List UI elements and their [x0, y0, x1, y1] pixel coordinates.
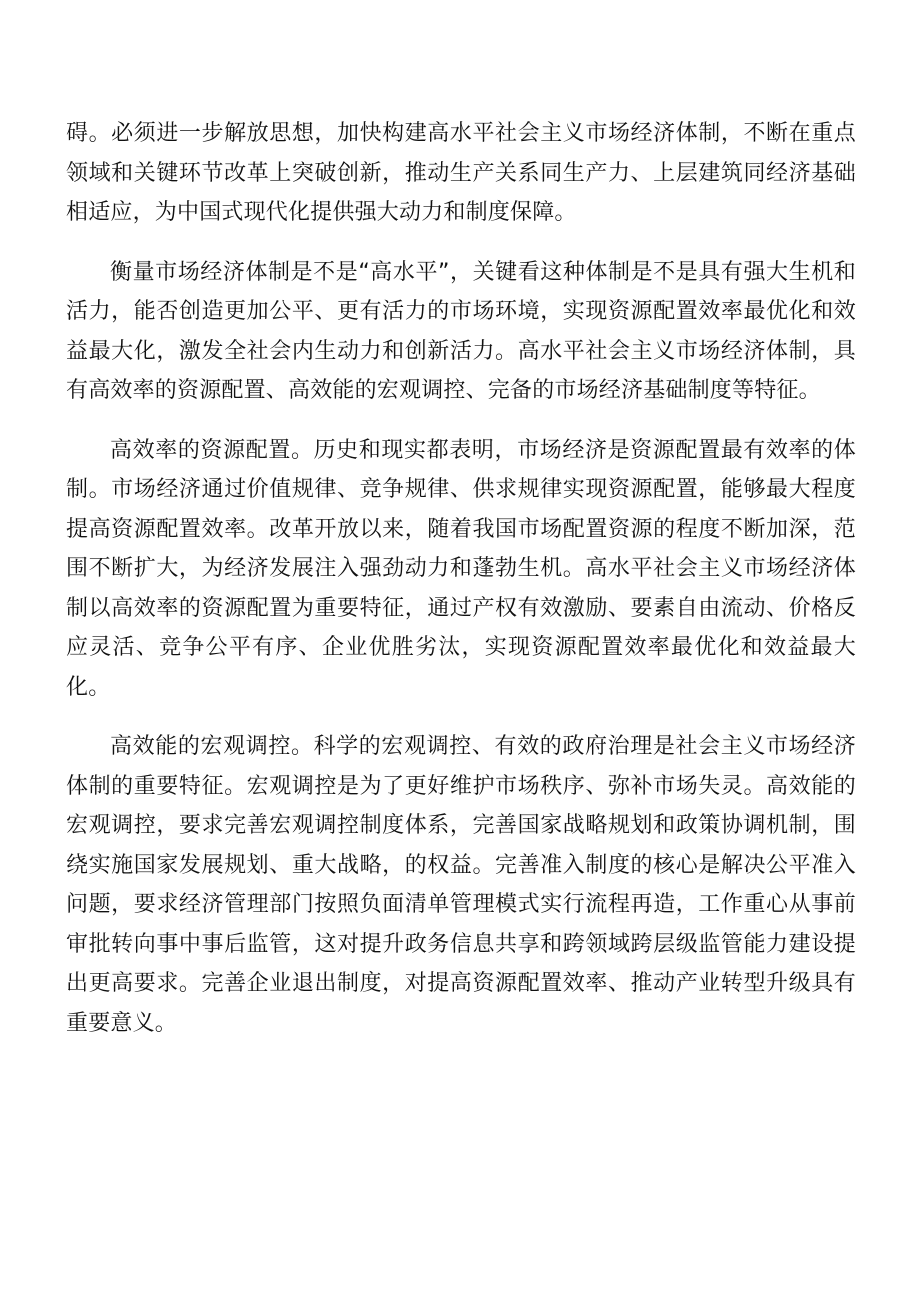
paragraph-resource-allocation: 高效率的资源配置。历史和现实都表明，市场经济是资源配置最有效率的体制。市场经济通过价值规律、竞争规律、供求规律实现资源配置，能够最大程度提高资源配置效率。改革开放以来，随着我国市场配置资源的程度不断加深，范围不断扩大，为经济发展注入强劲动力和蓬勃生机。高水平社会主义市场经济体制以高效率的资源配置为重要特征，通过产权有效激励、要素自由流动、价格反应灵活、竞争公平有序、企业优胜劣汰，实现资源配置效率最优化和效益最大化。 — [66, 437, 856, 700]
document-body — [66, 114, 856, 1063]
paragraph-market-system-criteria: 衡量市场经济体制是不是“高水平”，关键看这种体制是不是具有强大生机和活力，能否创造更加公平、更有活力的市场环境，实现资源配置效率最优化和效益最大化，激发全社会内生动力和创新活力。高水平社会主义市场经济体制，具有高效率的资源配置、高效能的宏观调控、完备的市场经济基础制度等特征。 — [66, 259, 856, 403]
paragraph-macro-regulation: 高效能的宏观调控。科学的宏观调控、有效的政府治理是社会主义市场经济体制的重要特征。宏观调控是为了更好维护市场秩序、弥补市场失灵。高效能的宏观调控，要求完善宏观调控制度体系，完善国家战略规划和政策协调机制，围绕实施国家发展规划、重大战略，的权益。完善准入制度的核心是解决公平准入问题，要求经济管理部门按照负面清单管理模式实行流程再造，工作重心从事前审批转向事中事后监管，这对提升政务信息共享和跨领域跨层级监管能力建设提出更高要求。完善企业退出制度，对提高资源配置效率、推动产业转型升级具有重要意义。 — [66, 734, 856, 1036]
paragraph-continuation: 碍。必须进一步解放思想，加快构建高水平社会主义市场经济体制，不断在重点领域和关键环节改革上突破创新，推动生产关系同生产力、上层建筑同经济基础相适应，为中国式现代化提供强大动力和制度保障。 — [66, 121, 856, 225]
